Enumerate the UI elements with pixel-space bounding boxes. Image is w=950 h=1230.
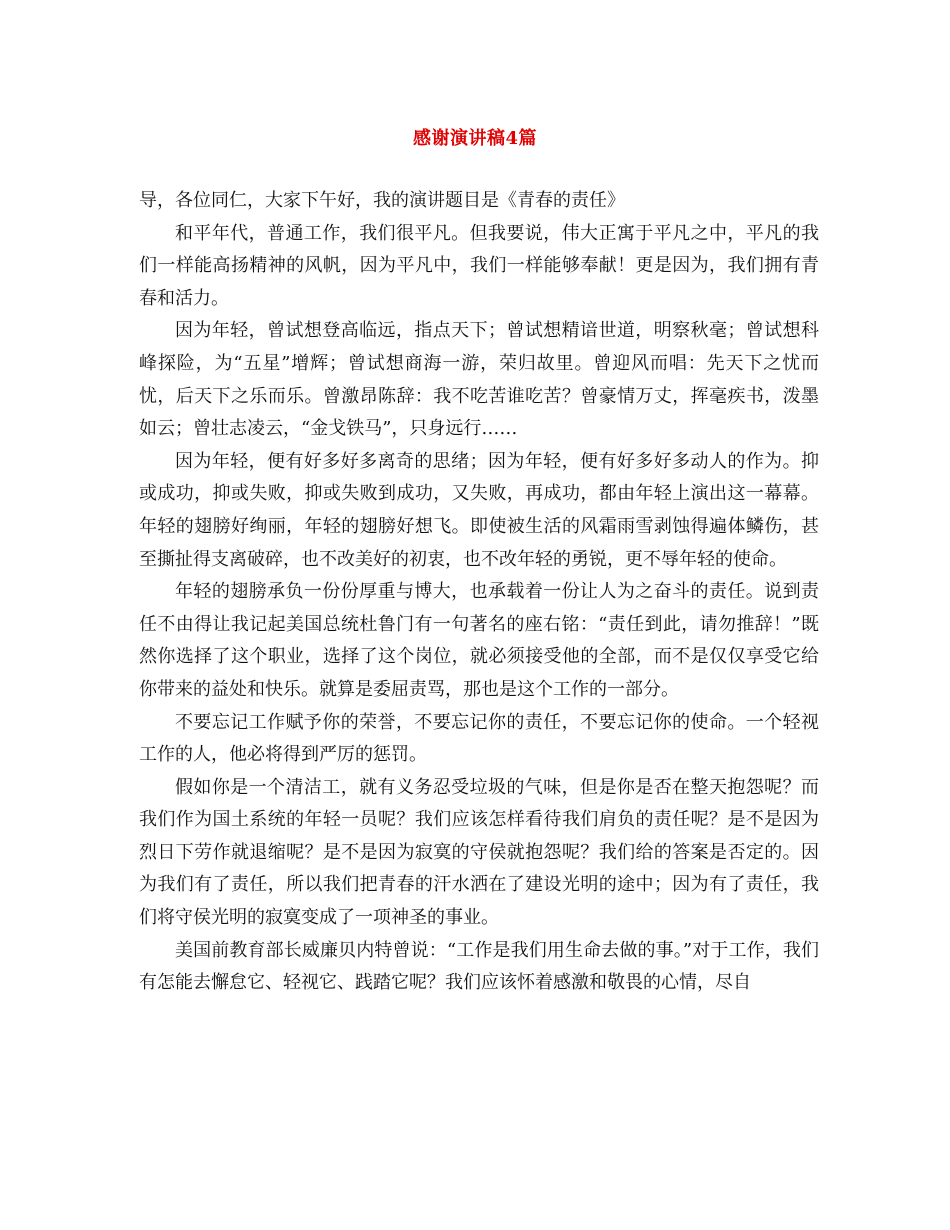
paragraph: 因为年轻，曾试想登高临远，指点天下；曾试想精谙世道，明察秋毫；曾试想科峰探险，为“五星”增辉；曾试想商海一游，荣归故里。曾迎风而唱：先天下之忧而忧，后天下之乐而乐。曾激昂陈辞：我不吃苦谁吃苦？曾豪情万丈，挥毫疾书，泼墨如云；曾壮志凌云，“金戈铁马”，只身远行……	[139, 320, 819, 440]
paragraph: 假如你是一个清洁工，就有义务忍受垃圾的气味，但是你是否在整天抱怨呢？而我们作为国土系统的年轻一员呢？我们应该怎样看待我们肩负的责任呢？是不是因为烈日下劳作就退缩呢？是不是因为寂寞的守侯就抱怨呢？我们给的答案是否定的。因为我们有了责任，所以我们把青春的汗水洒在了建设光明的途中；因为有了责任，我们将守侯光明的寂寞变成了一项神圣的事业。	[139, 776, 819, 929]
paragraph: 导，各位同仁，大家下午好，我的演讲题目是《青春的责任》	[139, 190, 625, 211]
paragraph: 美国前教育部长威廉贝内特曾说：“工作是我们用生命去做的事。”对于工作，我们有怎能去懈怠它、轻视它、践踏它呢？我们应该怀着感激和敬畏的心情，尽自	[139, 939, 819, 994]
paragraph: 不要忘记工作赋予你的荣誉，不要忘记你的责任，不要忘记你的使命。一个轻视工作的人，他必将得到严厉的惩罚。	[139, 711, 819, 766]
document-body	[139, 185, 819, 1000]
paragraph: 和平年代，普通工作，我们很平凡。但我要说，伟大正寓于平凡之中，平凡的我们一样能高扬精神的风帆，因为平凡中，我们一样能够奉献！更是因为，我们拥有青春和活力。	[139, 222, 819, 309]
paragraph: 因为年轻，便有好多好多离奇的思绪；因为年轻，便有好多好多动人的作为。抑或成功，抑或失败，抑或失败到成功，又失败，再成功，都由年轻上演出这一幕幕。年轻的翅膀好绚丽，年轻的翅膀好想飞。即使被生活的风霜雨雪剥蚀得遍体鳞伤，甚至撕扯得支离破碎，也不改美好的初衷，也不改年轻的勇锐，更不辱年轻的使命。	[139, 450, 819, 570]
paragraph: 年轻的翅膀承负一份份厚重与博大，也承载着一份让人为之奋斗的责任。说到责任不由得让我记起美国总统杜鲁门有一句著名的座右铭：“责任到此，请勿推辞！”既然你选择了这个职业，选择了这个岗位，就必须接受他的全部，而不是仅仅享受它给你带来的益处和快乐。就算是委屈责骂，那也是这个工作的一部分。	[139, 581, 819, 700]
document-title: 感谢演讲稿4篇	[412, 128, 538, 149]
